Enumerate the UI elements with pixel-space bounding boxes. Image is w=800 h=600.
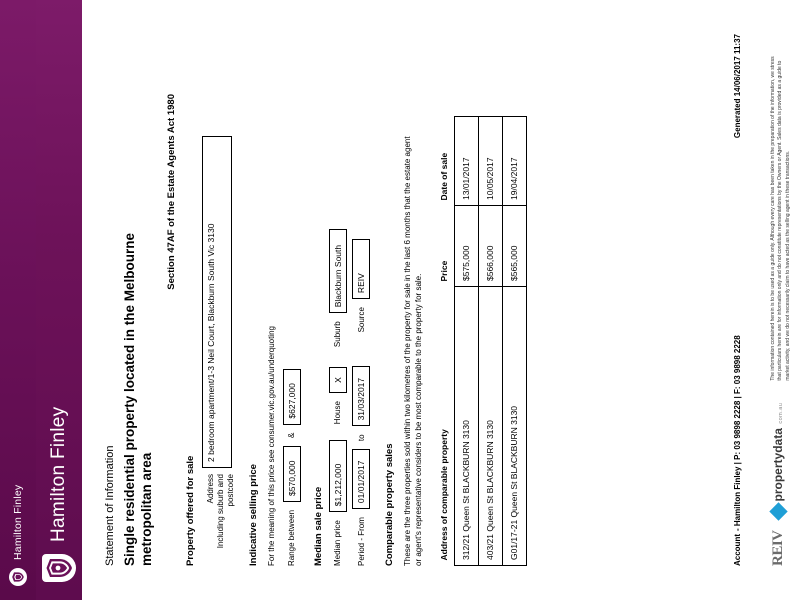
median-period-row: [352, 34, 370, 566]
shield-crest-icon-large: [42, 554, 76, 582]
address-field[interactable]: 2 bedroom apartment/1-3 Neil Court, Blackburn South Vic 3130: [202, 136, 232, 468]
range-joiner: &: [287, 432, 297, 438]
page-subtitle: Single residential property located in the Melbourne metropolitan area: [122, 232, 154, 566]
table-row: [478, 117, 502, 566]
address-label: Address: [205, 474, 215, 504]
period-to-field[interactable]: 31/03/2017: [352, 366, 370, 426]
cell-address: G01/17-21 Queen St BLACKBURN 3130: [502, 287, 526, 566]
suburb-label: Suburb: [333, 321, 343, 348]
cell-address: 403/21 Queen St BLACKBURN 3130: [478, 287, 502, 566]
median-price-label: Median price: [333, 520, 343, 566]
diamond-icon: [769, 503, 787, 521]
source-field[interactable]: REIV: [352, 239, 370, 299]
median-price-row: [329, 34, 347, 566]
cell-date: 10/05/2017: [478, 117, 502, 206]
cell-price: $566,000: [478, 206, 502, 287]
propertydata-logo: [770, 403, 786, 519]
address-label-group: [202, 468, 236, 566]
app-header-brand-label: Hamilton Finley: [12, 484, 24, 560]
column-header-address: Address of comparable property: [433, 287, 455, 566]
section-heading-median-price: Median sale price: [312, 486, 324, 566]
document-brand-name: Hamilton Finley: [48, 406, 69, 542]
cell-date: 19/04/2017: [502, 117, 526, 206]
period-to-label: to: [356, 434, 366, 442]
comparable-sales-table: [433, 116, 527, 566]
propertydata-logo-subtext: com.au: [778, 402, 784, 424]
footer-logos: [770, 403, 787, 566]
act-reference: Section 47AF of the Estate Agents Act 1980: [165, 94, 177, 290]
generated-timestamp: Generated 14/06/2017 11:37: [733, 34, 742, 139]
comparable-sales-note: These are the three properties sold within two kilometres of the property for sale in the last 6 months that the estate agent or agent's representative considers to be most comparable to the property for sale.: [403, 136, 423, 566]
propertydata-logo-text: propertydata: [771, 428, 785, 502]
indicative-price-note: For the meaning of this price see consumer.vic.gov.au/underquoting: [266, 326, 276, 566]
address-row: [202, 34, 236, 566]
range-between-label: Range between: [287, 509, 297, 566]
footer-logos-and-disclaimer: [770, 34, 793, 566]
range-low-field[interactable]: $570,000: [283, 446, 301, 502]
cell-date: 13/01/2017: [454, 117, 478, 206]
property-type-label: House: [333, 401, 343, 425]
median-price-field[interactable]: $1,212,000: [329, 440, 347, 512]
table-header-row: [433, 117, 455, 566]
property-type-checkbox[interactable]: X: [329, 367, 347, 393]
act-reference-line: [166, 34, 177, 566]
cell-price: $565,000: [502, 206, 526, 287]
range-high-field[interactable]: $627,000: [283, 369, 301, 425]
page-title: Statement of Information: [104, 445, 116, 566]
section-heading-comparable-sales: Comparable property sales: [384, 443, 396, 566]
period-from-field[interactable]: 01/01/2017: [352, 449, 370, 509]
suburb-field[interactable]: Blackburn South: [329, 229, 347, 313]
disclaimer-text: The information contained herein is to be used as a guide only. Although every care has been taken in the preparation of the information, we stress that particulars herein are for information only and do not constitute representations by the Owners or Agent. Sales data is provided as a guide to market activity, and we do not necessarily claim to have acted as the selling agent in these transactions.: [769, 56, 791, 381]
shield-crest-icon: [9, 568, 27, 586]
section-heading-property-offered: Property offered for sale: [184, 455, 196, 566]
column-header-price: Price: [433, 206, 455, 287]
footer-account-line: [733, 34, 742, 566]
account-label: Account: [733, 534, 742, 566]
source-label: Source: [356, 307, 366, 333]
cell-address: 312/21 Queen St BLACKBURN 3130: [454, 287, 478, 566]
indicative-price-range-row: [283, 34, 301, 566]
document-brand-bar: [36, 0, 82, 600]
address-sub-label: Including suburb and postcode: [215, 474, 235, 549]
document-footer: [733, 34, 742, 566]
table-row: [502, 117, 526, 566]
account-value: - Hamilton Finley | P: 03 9898 2228 | F: 03 9898 2228: [733, 335, 742, 531]
reiv-logo: REIV: [769, 530, 786, 566]
period-from-label: Period - From: [356, 517, 366, 566]
cell-price: $575,000: [454, 206, 478, 287]
table-row: [454, 117, 478, 566]
column-header-date: Date of sale: [433, 117, 455, 206]
section-heading-indicative-price: Indicative selling price: [247, 464, 259, 566]
app-header-bar: [0, 0, 36, 600]
document-body: [82, 0, 800, 600]
